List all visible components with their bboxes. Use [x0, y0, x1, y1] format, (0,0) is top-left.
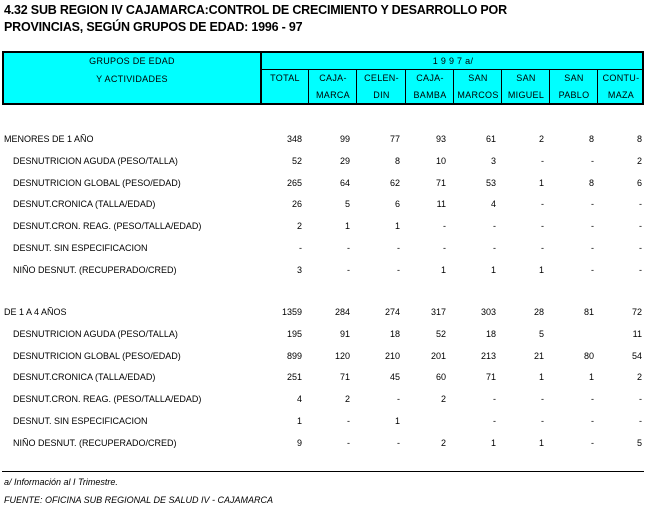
cell-value: 3 [296, 265, 302, 275]
row-label: MENORES DE 1 AÑO [4, 134, 94, 144]
header-column-label: SAN [516, 73, 536, 83]
cell-value: 2 [440, 438, 446, 448]
cell-value: 18 [389, 329, 400, 339]
cell-value: 5 [538, 329, 544, 339]
cell-value: 1 [490, 265, 496, 275]
cell-value: 54 [631, 351, 642, 361]
row-label: DESNUT. SIN ESPECIFICACION [13, 243, 148, 253]
cell-value: 2 [296, 221, 302, 231]
cell-value: - [541, 416, 544, 426]
cell-value: 1 [538, 178, 544, 188]
cell-value: 1 [440, 265, 446, 275]
cell-value: 52 [291, 156, 302, 166]
cell-value: - [639, 221, 642, 231]
cell-value: 303 [480, 307, 496, 317]
cell-value: 81 [583, 307, 594, 317]
header-column-label: MARCA [315, 90, 350, 100]
cell-value: 120 [334, 351, 350, 361]
cell-value: 2 [636, 372, 642, 382]
cell-value: 348 [286, 134, 302, 144]
cell-value: 80 [583, 351, 594, 361]
cell-value: 1 [394, 416, 400, 426]
footnote: a/ Información al I Trimestre. [4, 477, 118, 487]
cell-value: 8 [636, 134, 642, 144]
header-column-label: MIGUEL [507, 90, 545, 100]
cell-value: - [591, 416, 594, 426]
cell-value: 1 [394, 221, 400, 231]
cell-value: 62 [389, 178, 400, 188]
cell-value: - [397, 394, 400, 404]
cell-value: 899 [286, 351, 302, 361]
cell-value [554, 327, 594, 341]
title-line-2: PROVINCIAS, SEGÚN GRUPOS DE EDAD: 1996 - 97 [4, 20, 303, 34]
cell-value: 2 [440, 394, 446, 404]
cell-value: - [347, 265, 350, 275]
cell-value: 1 [344, 221, 350, 231]
cell-value: 3 [490, 156, 496, 166]
cell-value: 72 [631, 307, 642, 317]
cell-value: - [591, 156, 594, 166]
header-column-label: CAJA- [319, 73, 347, 83]
header-column-label: CAJA- [416, 73, 444, 83]
cell-value: 1 [538, 372, 544, 382]
cell-value: 71 [485, 372, 496, 382]
cell-value: - [541, 394, 544, 404]
row-label: DESNUTRICION AGUDA (PESO/TALLA) [13, 156, 178, 166]
cell-value: - [541, 199, 544, 209]
row-label: DESNUT.CRONICA (TALLA/EDAD) [13, 372, 156, 382]
header-column-label: TOTAL [270, 73, 300, 83]
row-label: DESNUT.CRON. REAG. (PESO/TALLA/EDAD) [13, 394, 202, 404]
header-group-line-2: Y ACTIVIDADES [96, 74, 168, 84]
source-note: FUENTE: OFICINA SUB REGIONAL DE SALUD IV - CAJAMARCA [4, 495, 274, 505]
header-column-label: CONTU- [602, 73, 640, 83]
cell-value: - [639, 243, 642, 253]
cell-value: 52 [435, 329, 446, 339]
cell-value: - [397, 438, 400, 448]
cell-value: 317 [430, 307, 446, 317]
header-group-line-1: GRUPOS DE EDAD [89, 56, 175, 66]
cell-value: - [443, 243, 446, 253]
cell-value: 1359 [281, 307, 302, 317]
cell-value: 93 [435, 134, 446, 144]
cell-value: - [639, 199, 642, 209]
cell-value: 45 [389, 372, 400, 382]
header-year: 1 9 9 7 a/ [432, 56, 474, 66]
cell-value: 284 [334, 307, 350, 317]
cell-value: 5 [636, 438, 642, 448]
row-label: NIÑO DESNUT. (RECUPERADO/CRED) [13, 438, 177, 448]
cell-value: 201 [430, 351, 446, 361]
cell-value: 1 [538, 438, 544, 448]
cell-value: - [493, 416, 496, 426]
cell-value: - [397, 243, 400, 253]
footer-rule [2, 471, 644, 472]
row-label: NIÑO DESNUT. (RECUPERADO/CRED) [13, 265, 177, 275]
cell-value: - [493, 394, 496, 404]
cell-value: 11 [632, 329, 642, 339]
cell-value: - [591, 394, 594, 404]
row-label: DESNUTRICION GLOBAL (PESO/EDAD) [13, 178, 181, 188]
cell-value: 61 [485, 134, 496, 144]
cell-value: 5 [344, 199, 350, 209]
cell-value: 210 [384, 351, 400, 361]
cell-value: 99 [339, 134, 350, 144]
header-column-label: MARCOS [457, 90, 499, 100]
cell-value: 1 [538, 265, 544, 275]
cell-value: 8 [588, 178, 594, 188]
row-label: DESNUT.CRONICA (TALLA/EDAD) [13, 199, 156, 209]
cell-value: 2 [538, 134, 544, 144]
cell-value: 4 [490, 199, 496, 209]
cell-value: - [541, 156, 544, 166]
cell-value: 64 [339, 178, 350, 188]
cell-value: 1 [296, 416, 302, 426]
row-label: DESNUT. SIN ESPECIFICACION [13, 416, 148, 426]
header-column-label: PABLO [558, 90, 590, 100]
cell-value: - [347, 416, 350, 426]
cell-value: 91 [339, 329, 350, 339]
row-label: DESNUT.CRON. REAG. (PESO/TALLA/EDAD) [13, 221, 202, 231]
cell-value: 9 [296, 438, 302, 448]
cell-value: 71 [435, 178, 446, 188]
cell-value: 11 [436, 199, 446, 209]
cell-value: - [397, 265, 400, 275]
cell-value: - [639, 416, 642, 426]
header-column-label: CELEN- [364, 73, 399, 83]
cell-value: - [591, 438, 594, 448]
cell-value: 71 [339, 372, 350, 382]
row-label: DESNUTRICION AGUDA (PESO/TALLA) [13, 329, 178, 339]
cell-value: 18 [485, 329, 496, 339]
cell-value: 10 [435, 156, 446, 166]
cell-value: - [347, 243, 350, 253]
title-line-1: 4.32 SUB REGION IV CAJAMARCA:CONTROL DE CRECIMIENTO Y DESARROLLO POR [4, 3, 507, 17]
cell-value: 6 [636, 178, 642, 188]
cell-value: 60 [435, 372, 446, 382]
cell-value: 6 [394, 199, 400, 209]
cell-value: 8 [394, 156, 400, 166]
cell-value: 2 [344, 394, 350, 404]
cell-value: - [591, 243, 594, 253]
cell-value: 1 [588, 372, 594, 382]
cell-value: - [443, 221, 446, 231]
header-column-label: SAN [468, 73, 488, 83]
table-title [4, 2, 507, 36]
cell-value: 26 [291, 199, 302, 209]
row-label: DESNUTRICION GLOBAL (PESO/EDAD) [13, 351, 181, 361]
cell-value: 21 [533, 351, 544, 361]
cell-value: - [591, 199, 594, 209]
header-column-label: SAN [564, 73, 584, 83]
cell-value: 1 [490, 438, 496, 448]
cell-value: - [591, 221, 594, 231]
cell-value: 53 [485, 178, 496, 188]
header-column-label: BAMBA [413, 90, 447, 100]
cell-value: - [541, 221, 544, 231]
cell-value: 8 [588, 134, 594, 144]
cell-value: - [639, 394, 642, 404]
cell-value: 29 [339, 156, 350, 166]
cell-value: 213 [480, 351, 496, 361]
cell-value: 195 [286, 329, 302, 339]
cell-value: - [493, 243, 496, 253]
cell-value: 2 [636, 156, 642, 166]
header-column-label: MAZA [607, 90, 635, 100]
cell-value: - [639, 265, 642, 275]
row-label: DE 1 A 4 AÑOS [4, 307, 67, 317]
cell-value: - [541, 243, 544, 253]
cell-value: 4 [296, 394, 302, 404]
cell-value: 265 [286, 178, 302, 188]
cell-value: - [299, 243, 302, 253]
header-column-label: DIN [373, 90, 390, 100]
cell-value: - [493, 221, 496, 231]
cell-value: - [347, 438, 350, 448]
cell-value: 274 [384, 307, 400, 317]
cell-value: - [591, 265, 594, 275]
cell-value: 28 [533, 307, 544, 317]
cell-value: 251 [286, 372, 302, 382]
cell-value [406, 414, 446, 428]
cell-value: 77 [389, 134, 400, 144]
